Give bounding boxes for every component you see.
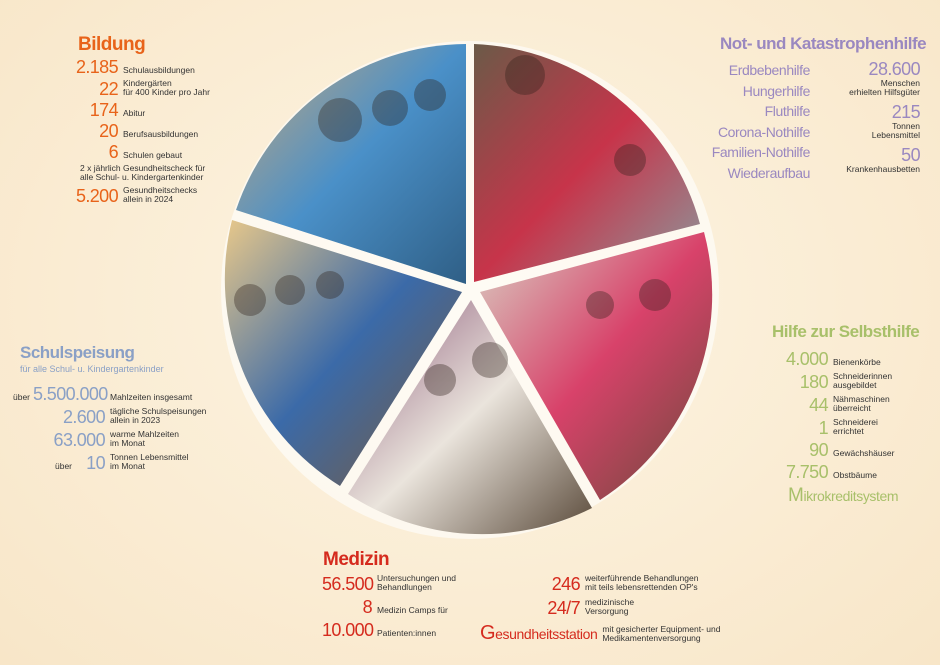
bildung-desc-0: Schulausbildungen — [123, 65, 195, 75]
selbst-stats — [780, 350, 930, 507]
medizin-right-desc-0: weiterführende Behandlungen mit teils lebensrettenden OP's — [585, 573, 699, 592]
not-list-2: Fluthilfe — [764, 103, 810, 119]
medizin-right-num-1: 24/7 — [547, 598, 580, 618]
medizin-left-desc-2: Patienten:innen — [377, 628, 437, 638]
schul-num-3: 10 — [86, 453, 105, 473]
medizin-left-desc-0: Untersuchungen und Behandlungen — [377, 573, 456, 592]
selbst-num-2: 44 — [809, 395, 828, 415]
schul-desc-3: Tonnen Lebensmittel im Monat — [110, 452, 189, 471]
selbst-desc-0: Bienenkörbe — [833, 357, 881, 367]
gesund-label — [480, 622, 597, 645]
selbst-mikro-rest: ikrokreditsystem — [803, 488, 899, 504]
gesund-rest: esundheitsstation — [495, 626, 598, 642]
medizin-right-desc-1: medizinische Versorgung — [585, 597, 635, 616]
not-num-0: 28.600 — [868, 59, 920, 79]
bildung-title: Bildung — [78, 34, 146, 55]
selbst-desc-3: Schneiderei errichtet — [833, 417, 878, 436]
selbst-num-0: 4.000 — [785, 349, 828, 369]
schul-title: Schulspeisung — [20, 343, 135, 362]
bildung-last-num: 5.200 — [75, 186, 118, 206]
schul-pre-2 — [10, 448, 30, 450]
not-num-1: 215 — [891, 102, 920, 122]
schul-desc-2: warme Mahlzeiten im Monat — [110, 429, 179, 448]
schul-pre-1 — [10, 425, 30, 427]
selbst-num-3: 1 — [818, 418, 828, 438]
gesund-initial: G — [480, 622, 496, 644]
not-desc-1: Tonnen Lebensmittel — [871, 121, 920, 140]
schul-pre-3: über — [54, 461, 72, 471]
not-list-3: Corona-Nothilfe — [717, 123, 810, 140]
not-num-2: 50 — [901, 145, 920, 165]
medizin-left-num-1: 8 — [362, 597, 372, 617]
medizin-left-num-2: 10.000 — [322, 620, 374, 640]
bildung-note: 2 x jährlich Gesundheitscheck für alle Schul- u. Kindergartenkinder — [80, 163, 206, 182]
bildung-last-desc: Gesundheitschecks allein in 2024 — [123, 185, 198, 204]
not-stats — [820, 60, 920, 176]
medizin-title: Medizin — [323, 549, 390, 570]
not-list-5: Wiederaufbau — [727, 164, 810, 181]
not-list-0: Erdbebenhilfe — [728, 62, 810, 78]
schul-num-1: 2.600 — [62, 407, 105, 427]
not-list-4: Familien-Nothilfe — [711, 144, 810, 160]
not-list — [700, 60, 810, 183]
medizin-left-num-0: 56.500 — [322, 574, 374, 594]
bildung-num-0: 2.185 — [75, 57, 118, 77]
selbst-desc-2: Nähmaschinen überreicht — [833, 394, 890, 413]
selbst-num-1: 180 — [799, 372, 828, 392]
selbst-num-5: 7.750 — [785, 462, 828, 482]
bildung-num-3: 20 — [99, 121, 118, 141]
selbst-desc-5: Obstbäume — [833, 470, 877, 480]
bildung-desc-2: Abitur — [123, 108, 146, 118]
not-list-1: Hungerhilfe — [742, 82, 810, 99]
medizin-right-stats — [520, 574, 720, 622]
bildung-stats — [70, 58, 240, 206]
bildung-num-1: 22 — [99, 79, 118, 99]
selbst-mikro-initial: M — [788, 485, 804, 506]
bildung-num-2: 174 — [89, 100, 118, 120]
selbst-desc-4: Gewächshäuser — [833, 448, 895, 458]
selbst-title: Hilfe zur Selbsthilfe — [772, 322, 920, 341]
bildung-desc-1: Kindergärten für 400 Kinder pro Jahr — [123, 78, 210, 97]
bildung-num-4: 6 — [108, 142, 118, 162]
not-title: Not- und Katastrophenhilfe — [720, 34, 927, 53]
schul-stats — [10, 385, 220, 473]
selbst-num-4: 90 — [809, 440, 828, 460]
bildung-desc-3: Berufsausbildungen — [123, 129, 199, 139]
gesund-desc: mit gesicherter Equipment- und Medikamentenversorgung — [602, 624, 721, 643]
schul-desc-1: tägliche Schulspeisungen allein in 2023 — [110, 406, 207, 425]
schul-num-0: 5.500.000 — [33, 384, 108, 404]
schul-pre-0: über — [12, 392, 30, 402]
schul-num-2: 63.000 — [53, 430, 105, 450]
medizin-gesundheitsstation — [480, 622, 730, 645]
not-desc-2: Krankenhausbetten — [846, 164, 920, 174]
schul-subtitle: für alle Schul- u. Kindergartenkinder — [20, 364, 164, 374]
schul-desc-0: Mahlzeiten insgesamt — [110, 392, 193, 402]
medizin-right-num-0: 246 — [551, 574, 580, 594]
selbst-desc-1: Schneiderinnen ausgebildet — [833, 371, 893, 390]
selbst-mikro — [788, 485, 930, 507]
section-schulspeisung — [20, 343, 164, 374]
medizin-left-desc-1: Medizin Camps für — [377, 605, 448, 615]
bildung-desc-4: Schulen gebaut — [123, 150, 183, 160]
not-desc-0: Menschen erhielten Hilfsgüter — [849, 78, 920, 97]
medizin-left-stats — [322, 574, 502, 640]
